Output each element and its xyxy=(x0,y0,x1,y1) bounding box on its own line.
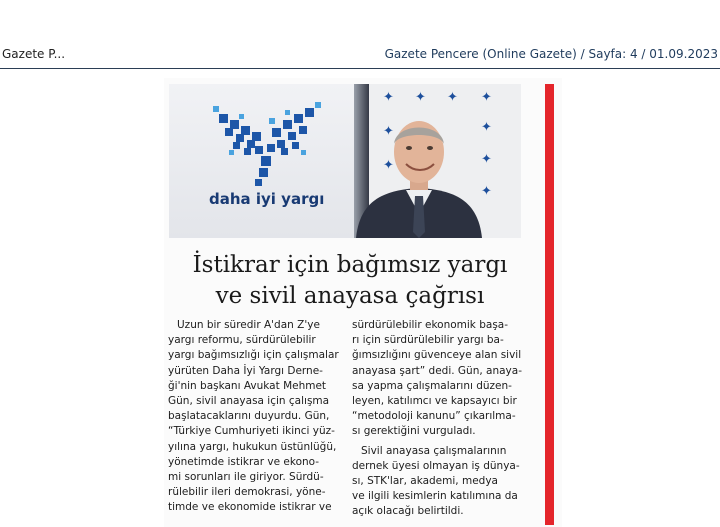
text-line: leyen, katılımcı ve kapsayıcı bir xyxy=(352,394,517,407)
publication-name: Gazete P... xyxy=(2,47,66,61)
bird-logo-icon xyxy=(169,84,359,238)
text-line: anayasa şart” dedi. Gün, anaya- xyxy=(352,364,522,377)
text-line: sürdürülebilir ekonomik başa- xyxy=(352,319,509,331)
backdrop-logo-icon: ✦ xyxy=(415,90,426,105)
backdrop-logo-icon: ✦ xyxy=(481,152,492,167)
text-line: rülebilir ileri demokrasi, yöne- xyxy=(168,486,326,499)
backdrop-logo-icon: ✦ xyxy=(481,120,492,135)
text-line: yönetimde istikrar ve ekono- xyxy=(168,455,320,468)
red-margin-bar xyxy=(545,84,554,525)
source-header xyxy=(0,44,720,66)
article-column-right xyxy=(352,318,530,519)
article-column-left xyxy=(168,318,346,515)
backdrop-logo-icon: ✦ xyxy=(383,124,394,139)
backdrop-logo-icon: ✦ xyxy=(447,90,458,105)
text-line: “metodoloji kanunu” çıkarılma- xyxy=(352,410,516,423)
text-line: sı, STK'lar, akademi, medya xyxy=(352,474,498,487)
text-line: yılına yargı, hukukun üstünlüğü, xyxy=(168,440,337,453)
headline-line: ve sivil anayasa çağrısı xyxy=(215,283,485,309)
source-reference: Gazete Pencere (Online Gazete) / Sayfa: 4 / 01.09.2023 xyxy=(384,47,718,61)
text-line: yargı reformu, sürdürülebilir xyxy=(168,334,316,347)
article-headline xyxy=(165,250,535,312)
text-line: Sivil anayasa çalışmalarının xyxy=(361,444,507,457)
presentation-screen xyxy=(169,84,359,238)
headline-line: İstikrar için bağımsız yargı xyxy=(192,252,508,278)
article-photo xyxy=(169,84,521,238)
text-line: ğımsızlığını güvenceye alan sivil xyxy=(352,349,522,362)
text-line: rı için sürdürülebilir yargı ba- xyxy=(352,334,504,347)
header-divider xyxy=(0,68,720,69)
backdrop-logo-icon: ✦ xyxy=(481,90,492,105)
text-line: “Türkiye Cumhuriyeti ikinci yüz- xyxy=(168,425,335,438)
text-line: Gün, sivil anayasa için çalışma xyxy=(168,394,330,407)
speaker-portrait xyxy=(344,104,494,238)
text-line: ği'nin başkanı Avukat Mehmet xyxy=(168,379,327,392)
text-line: ve ilgili kesimlerin katılımına da xyxy=(352,490,518,503)
backdrop-logo-icon: ✦ xyxy=(383,90,394,105)
text-line: açık olacağı belirtildi. xyxy=(352,505,464,518)
text-line: dernek üyesi olmayan iş dünya- xyxy=(352,459,520,472)
text-line: yürüten Daha İyi Yargı Derne- xyxy=(168,364,323,377)
logo-wordmark: daha iyi yargı xyxy=(209,190,325,208)
text-line: timde ve ekonomide istikrar ve xyxy=(168,501,332,514)
backdrop-logo-icon: ✦ xyxy=(383,158,394,173)
text-line: sı gerektiğini vurguladı. xyxy=(352,425,476,438)
text-line: yargı bağımsızlığı için çalışmalar xyxy=(168,349,339,362)
text-line: sa yapma çalışmalarını düzen- xyxy=(352,379,512,392)
text-line: başlatacaklarını duyurdu. Gün, xyxy=(168,410,330,423)
text-line: mi sorunları ile giriyor. Sürdü- xyxy=(168,470,324,483)
text-line: Uzun bir süredir A'dan Z'ye xyxy=(177,319,320,331)
backdrop-logo-icon: ✦ xyxy=(481,184,492,199)
